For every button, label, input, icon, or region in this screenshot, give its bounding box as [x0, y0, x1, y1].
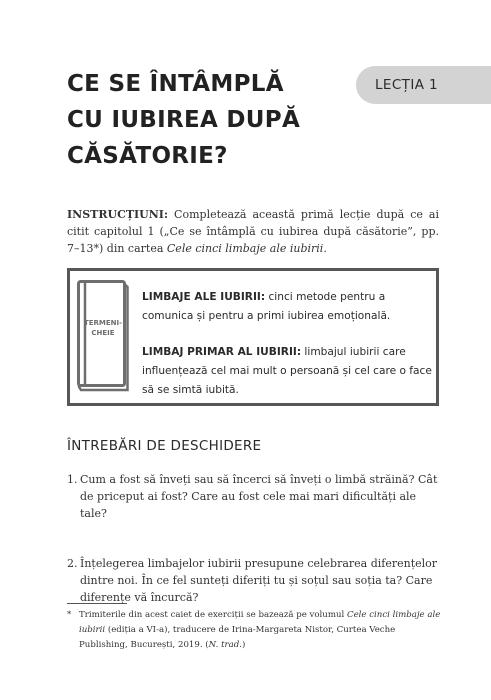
title-line: CE SE ÎNTÂMPLĂ	[67, 71, 284, 97]
key-term	[142, 343, 434, 400]
key-term	[142, 288, 434, 326]
key-term-definition: cinci metode pentru a comunica și pentru a primi iubirea emoțională.	[142, 291, 391, 322]
footnote-text	[79, 608, 444, 653]
page-title	[67, 66, 317, 174]
title-line: CU IUBIREA DUPĂ	[67, 107, 301, 133]
footnote	[67, 608, 444, 653]
instructions-text: Completează această primă lecție după ce ai citit capitolul 1 („Ce se întâmplă cu iubirea după căsătorie”, pp. 7–13*) din cartea	[67, 208, 439, 255]
instructions-book-title: Cele cinci limbaje ale iubirii	[166, 242, 324, 255]
key-terms-box	[67, 268, 439, 406]
lesson-tab: LECȚIA 1	[356, 66, 491, 104]
question-number: 1.	[67, 473, 78, 486]
footnote-divider	[67, 603, 127, 604]
key-terms-icon-label: TERMENI- CHEIE	[83, 319, 123, 337]
instructions-end: .	[323, 242, 327, 255]
footnote-text-before: Trimiterile din acest caiet de exerciții se bazează pe volumul	[79, 610, 347, 620]
question-text: Înțelegerea limbajelor iubirii presupune celebrarea diferențelor dintre noi. În ce fel sunteți diferiți tu și soțul sau soția ta? Care diferențe vă încurcă?	[80, 557, 438, 604]
section-heading: ÎNTREBĂRI DE DESCHIDERE	[67, 438, 262, 454]
question-item	[67, 555, 442, 606]
footnote-marker: *	[67, 610, 72, 620]
footnote-text-after: (ediția a VI-a), traducere de Irina-Margareta Nistor, Curtea Veche Publishing, București, 2019. (	[79, 625, 396, 650]
key-term-definition: limbajul iubirii care influențează cel mai mult o persoană și cel care o face să se simtă iubită.	[142, 346, 432, 396]
footnote-book-title: Cele cinci limbaje ale iubirii	[79, 610, 441, 635]
key-term-name: LIMBAJE ALE IUBIRII:	[142, 291, 266, 303]
footnote-abbreviation: N. trad.	[208, 640, 243, 650]
instructions-label: INSTRUCȚIUNI:	[67, 208, 169, 221]
book-icon	[77, 280, 129, 392]
question-item	[67, 471, 442, 522]
footnote-close: )	[242, 640, 246, 650]
question-text: Cum a fost să înveți sau să încerci să înveți o limbă străină? Cât de priceput ai fost? Care au fost cele mai mari dificultăți ale tale?	[80, 473, 438, 520]
question-number: 2.	[67, 557, 78, 570]
title-line: CĂSĂTORIE?	[67, 143, 228, 169]
instructions-paragraph	[67, 206, 439, 257]
key-term-name: LIMBAJ PRIMAR AL IUBIRII:	[142, 346, 302, 358]
